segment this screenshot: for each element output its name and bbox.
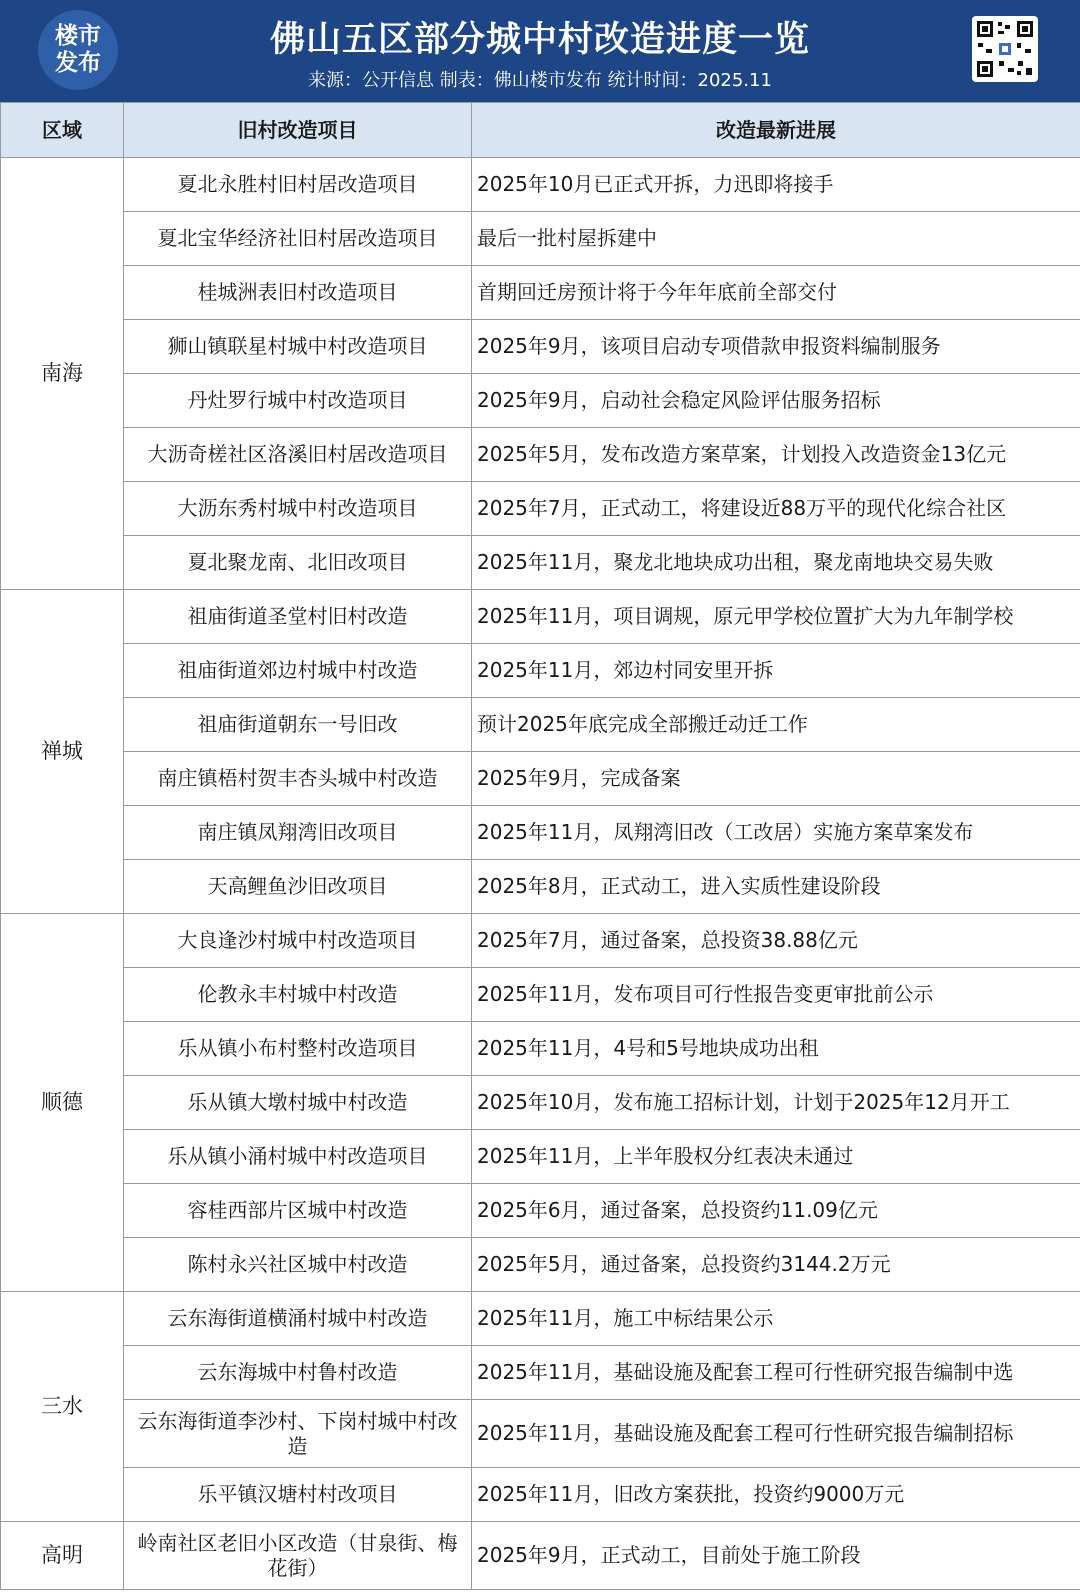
table-row xyxy=(1,1400,1080,1468)
column-header-project: 旧村改造项目 xyxy=(124,103,472,158)
project-cell: 陈村永兴社区城中村改造 xyxy=(124,1238,472,1292)
progress-cell: 2025年5月，发布改造方案草案，计划投入改造资金13亿元 xyxy=(472,428,1080,482)
table-row xyxy=(1,914,1080,968)
progress-cell: 2025年7月，正式动工，将建设近88万平的现代化综合社区 xyxy=(472,482,1080,536)
table-row xyxy=(1,482,1080,536)
table-row xyxy=(1,1238,1080,1292)
logo-line-1: 楼市 xyxy=(55,23,101,49)
progress-cell: 2025年11月，项目调规，原元甲学校位置扩大为九年制学校 xyxy=(472,590,1080,644)
qr-code-icon xyxy=(972,16,1038,82)
table-row xyxy=(1,1346,1080,1400)
progress-cell: 2025年11月，郊边村同安里开拆 xyxy=(472,644,1080,698)
progress-cell: 2025年11月，发布项目可行性报告变更审批前公示 xyxy=(472,968,1080,1022)
table-row xyxy=(1,1184,1080,1238)
table-row xyxy=(1,212,1080,266)
project-cell: 大沥奇槎社区洛溪旧村居改造项目 xyxy=(124,428,472,482)
project-cell: 南庄镇凤翔湾旧改项目 xyxy=(124,806,472,860)
progress-cell: 2025年11月，基础设施及配套工程可行性研究报告编制中选 xyxy=(472,1346,1080,1400)
table-row xyxy=(1,752,1080,806)
region-cell: 顺德 xyxy=(1,914,124,1292)
table-body xyxy=(1,158,1080,1590)
project-cell: 南庄镇梧村贺丰杏头城中村改造 xyxy=(124,752,472,806)
table-row xyxy=(1,1130,1080,1184)
progress-cell: 2025年11月，凤翔湾旧改（工改居）实施方案草案发布 xyxy=(472,806,1080,860)
progress-cell: 2025年6月，通过备案，总投资约11.09亿元 xyxy=(472,1184,1080,1238)
project-cell: 桂城洲表旧村改造项目 xyxy=(124,266,472,320)
project-cell: 乐从镇小涌村城中村改造项目 xyxy=(124,1130,472,1184)
column-header-region: 区域 xyxy=(1,103,124,158)
table-row xyxy=(1,860,1080,914)
progress-cell: 2025年11月，聚龙北地块成功出租，聚龙南地块交易失败 xyxy=(472,536,1080,590)
table-header-row xyxy=(1,103,1080,158)
project-cell: 祖庙街道郊边村城中村改造 xyxy=(124,644,472,698)
project-cell: 伦教永丰村城中村改造 xyxy=(124,968,472,1022)
table-row xyxy=(1,806,1080,860)
column-header-progress: 改造最新进展 xyxy=(472,103,1080,158)
page-title: 佛山五区部分城中村改造进度一览 xyxy=(269,20,810,60)
project-cell: 乐从镇大墩村城中村改造 xyxy=(124,1076,472,1130)
table-row xyxy=(1,590,1080,644)
table-row xyxy=(1,968,1080,1022)
table-row xyxy=(1,1076,1080,1130)
progress-cell: 2025年5月，通过备案，总投资约3144.2万元 xyxy=(472,1238,1080,1292)
progress-cell: 2025年9月，完成备案 xyxy=(472,752,1080,806)
project-cell: 狮山镇联星村城中村改造项目 xyxy=(124,320,472,374)
table-row xyxy=(1,536,1080,590)
region-cell: 高明 xyxy=(1,1522,124,1590)
logo-line-2: 发布 xyxy=(55,50,101,76)
progress-cell: 2025年8月，正式动工，进入实质性建设阶段 xyxy=(472,860,1080,914)
progress-cell: 2025年9月，启动社会稳定风险评估服务招标 xyxy=(472,374,1080,428)
page-subtitle: 来源：公开信息 制表：佛山楼市发布 统计时间：2025.11 xyxy=(308,70,772,91)
table-row xyxy=(1,428,1080,482)
project-cell: 天高鲤鱼沙旧改项目 xyxy=(124,860,472,914)
progress-cell: 最后一批村屋拆建中 xyxy=(472,212,1080,266)
project-cell: 岭南社区老旧小区改造（甘泉街、梅花街） xyxy=(124,1522,472,1590)
progress-cell: 2025年9月，该项目启动专项借款申报资料编制服务 xyxy=(472,320,1080,374)
region-cell: 禅城 xyxy=(1,590,124,914)
region-cell: 南海 xyxy=(1,158,124,590)
project-cell: 云东海城中村鲁村改造 xyxy=(124,1346,472,1400)
project-cell: 大沥东秀村城中村改造项目 xyxy=(124,482,472,536)
table-row xyxy=(1,1522,1080,1590)
progress-cell: 2025年10月，发布施工招标计划，计划于2025年12月开工 xyxy=(472,1076,1080,1130)
table-row xyxy=(1,158,1080,212)
project-cell: 夏北聚龙南、北旧改项目 xyxy=(124,536,472,590)
project-cell: 云东海街道横涌村城中村改造 xyxy=(124,1292,472,1346)
progress-cell: 2025年11月，施工中标结果公示 xyxy=(472,1292,1080,1346)
project-cell: 祖庙街道朝东一号旧改 xyxy=(124,698,472,752)
project-cell: 容桂西部片区城中村改造 xyxy=(124,1184,472,1238)
header-banner xyxy=(0,0,1080,102)
table-row xyxy=(1,374,1080,428)
project-cell: 乐从镇小布村整村改造项目 xyxy=(124,1022,472,1076)
renovation-progress-table xyxy=(0,102,1080,1590)
progress-cell: 2025年9月，正式动工，目前处于施工阶段 xyxy=(472,1522,1080,1590)
table-row xyxy=(1,1292,1080,1346)
table-row xyxy=(1,320,1080,374)
progress-cell: 2025年10月已正式开拆，力迅即将接手 xyxy=(472,158,1080,212)
progress-cell: 2025年7月，通过备案，总投资38.88亿元 xyxy=(472,914,1080,968)
table-row xyxy=(1,644,1080,698)
table-row xyxy=(1,1022,1080,1076)
region-cell: 三水 xyxy=(1,1292,124,1522)
project-cell: 乐平镇汉塘村村改项目 xyxy=(124,1468,472,1522)
progress-cell: 2025年11月，上半年股权分红表决未通过 xyxy=(472,1130,1080,1184)
table-row xyxy=(1,698,1080,752)
progress-cell: 2025年11月，4号和5号地块成功出租 xyxy=(472,1022,1080,1076)
progress-cell: 预计2025年底完成全部搬迁动迁工作 xyxy=(472,698,1080,752)
table-row xyxy=(1,1468,1080,1522)
project-cell: 祖庙街道圣堂村旧村改造 xyxy=(124,590,472,644)
project-cell: 夏北永胜村旧村居改造项目 xyxy=(124,158,472,212)
progress-cell: 2025年11月，基础设施及配套工程可行性研究报告编制招标 xyxy=(472,1400,1080,1468)
project-cell: 大良逢沙村城中村改造项目 xyxy=(124,914,472,968)
progress-cell: 2025年11月，旧改方案获批，投资约9000万元 xyxy=(472,1468,1080,1522)
project-cell: 丹灶罗行城中村改造项目 xyxy=(124,374,472,428)
project-cell: 夏北宝华经济社旧村居改造项目 xyxy=(124,212,472,266)
project-cell: 云东海街道李沙村、下岗村城中村改造 xyxy=(124,1400,472,1468)
progress-cell: 首期回迁房预计将于今年年底前全部交付 xyxy=(472,266,1080,320)
table-row xyxy=(1,266,1080,320)
